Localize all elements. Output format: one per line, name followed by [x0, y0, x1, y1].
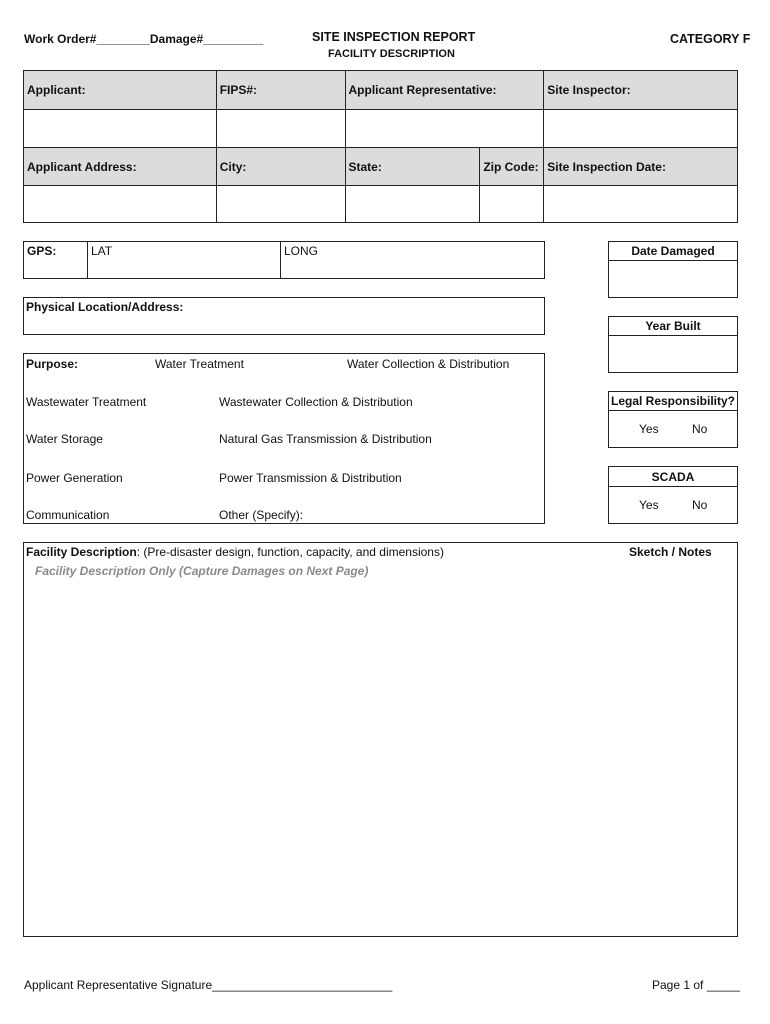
facility-description-note: Facility Description Only (Capture Damages on Next Page): [35, 564, 369, 578]
lat-label: LAT: [91, 244, 113, 258]
physical-location-label: Physical Location/Address:: [26, 300, 184, 314]
facility-description-heading: [26, 545, 444, 559]
applicant-signature-line: Applicant Representative Signature___________________________: [24, 978, 393, 992]
state-field[interactable]: [345, 186, 480, 223]
date-damaged-label: Date Damaged: [609, 244, 737, 261]
purpose-option-communication[interactable]: Communication: [26, 508, 110, 522]
zip-code-field[interactable]: [480, 186, 544, 223]
purpose-option-wastewater-treatment[interactable]: Wastewater Treatment: [26, 395, 147, 409]
gps-label: GPS:: [27, 244, 57, 258]
site-inspector-header: Site Inspector:: [544, 71, 738, 110]
site-inspection-date-field[interactable]: [544, 186, 738, 223]
purpose-option-wastewater-collection[interactable]: Wastewater Collection & Distribution: [219, 395, 413, 409]
purpose-label: Purpose:: [26, 357, 79, 371]
applicant-representative-field[interactable]: [345, 110, 544, 148]
facility-description-label: Facility Description: [26, 545, 137, 559]
purpose-option-water-treatment[interactable]: Water Treatment: [155, 357, 244, 371]
scada-label: SCADA: [609, 470, 737, 487]
sketch-notes-label: Sketch / Notes: [629, 545, 712, 559]
purpose-option-power-transmission[interactable]: Power Transmission & Distribution: [219, 471, 402, 485]
purpose-option-other[interactable]: Other (Specify):: [219, 508, 304, 522]
scada-no[interactable]: No: [692, 498, 708, 512]
report-title: SITE INSPECTION REPORT: [312, 30, 476, 44]
gps-divider: [87, 242, 88, 278]
category-label: CATEGORY F: [670, 32, 751, 46]
year-built-box: [608, 316, 738, 373]
city-field[interactable]: [216, 186, 345, 223]
purpose-box: [23, 353, 545, 524]
applicant-info-table: [23, 70, 738, 223]
purpose-option-natural-gas[interactable]: Natural Gas Transmission & Distribution: [219, 432, 432, 446]
gps-box: [23, 241, 545, 279]
page-number: Page 1 of _____: [652, 978, 741, 992]
legal-responsibility-no[interactable]: No: [692, 422, 708, 436]
lat-divider: [280, 242, 281, 278]
year-built-field[interactable]: [609, 336, 737, 372]
work-order-damage-line: Work Order#________Damage#_________: [24, 32, 264, 46]
date-damaged-field[interactable]: [609, 261, 737, 297]
zip-code-header: Zip Code:: [480, 148, 544, 186]
long-field[interactable]: [284, 258, 540, 276]
applicant-representative-header: Applicant Representative:: [345, 71, 544, 110]
site-inspector-field[interactable]: [544, 110, 738, 148]
city-header: City:: [216, 148, 345, 186]
date-damaged-box: [608, 241, 738, 298]
year-built-label: Year Built: [609, 319, 737, 336]
fips-field[interactable]: [216, 110, 345, 148]
scada-yes[interactable]: Yes: [639, 498, 659, 512]
purpose-option-power-generation[interactable]: Power Generation: [26, 471, 123, 485]
legal-responsibility-label: Legal Responsibility?: [609, 394, 737, 411]
applicant-address-field[interactable]: [24, 186, 217, 223]
facility-description-instructions: : (Pre-disaster design, function, capacity, and dimensions): [136, 545, 444, 559]
report-subtitle: FACILITY DESCRIPTION: [328, 48, 455, 60]
purpose-option-water-storage[interactable]: Water Storage: [26, 432, 103, 446]
applicant-header: Applicant:: [24, 71, 217, 110]
legal-responsibility-yes[interactable]: Yes: [639, 422, 659, 436]
long-label: LONG: [284, 244, 319, 258]
fips-header: FIPS#:: [216, 71, 345, 110]
facility-description-box[interactable]: [23, 542, 738, 937]
physical-location-box[interactable]: [23, 297, 545, 335]
applicant-address-header: Applicant Address:: [24, 148, 217, 186]
site-inspection-date-header: Site Inspection Date:: [544, 148, 738, 186]
scada-box: [608, 466, 738, 524]
lat-field[interactable]: [90, 258, 278, 276]
applicant-field[interactable]: [24, 110, 217, 148]
legal-responsibility-box: [608, 391, 738, 448]
purpose-option-water-collection[interactable]: Water Collection & Distribution: [347, 357, 510, 371]
state-header: State:: [345, 148, 480, 186]
